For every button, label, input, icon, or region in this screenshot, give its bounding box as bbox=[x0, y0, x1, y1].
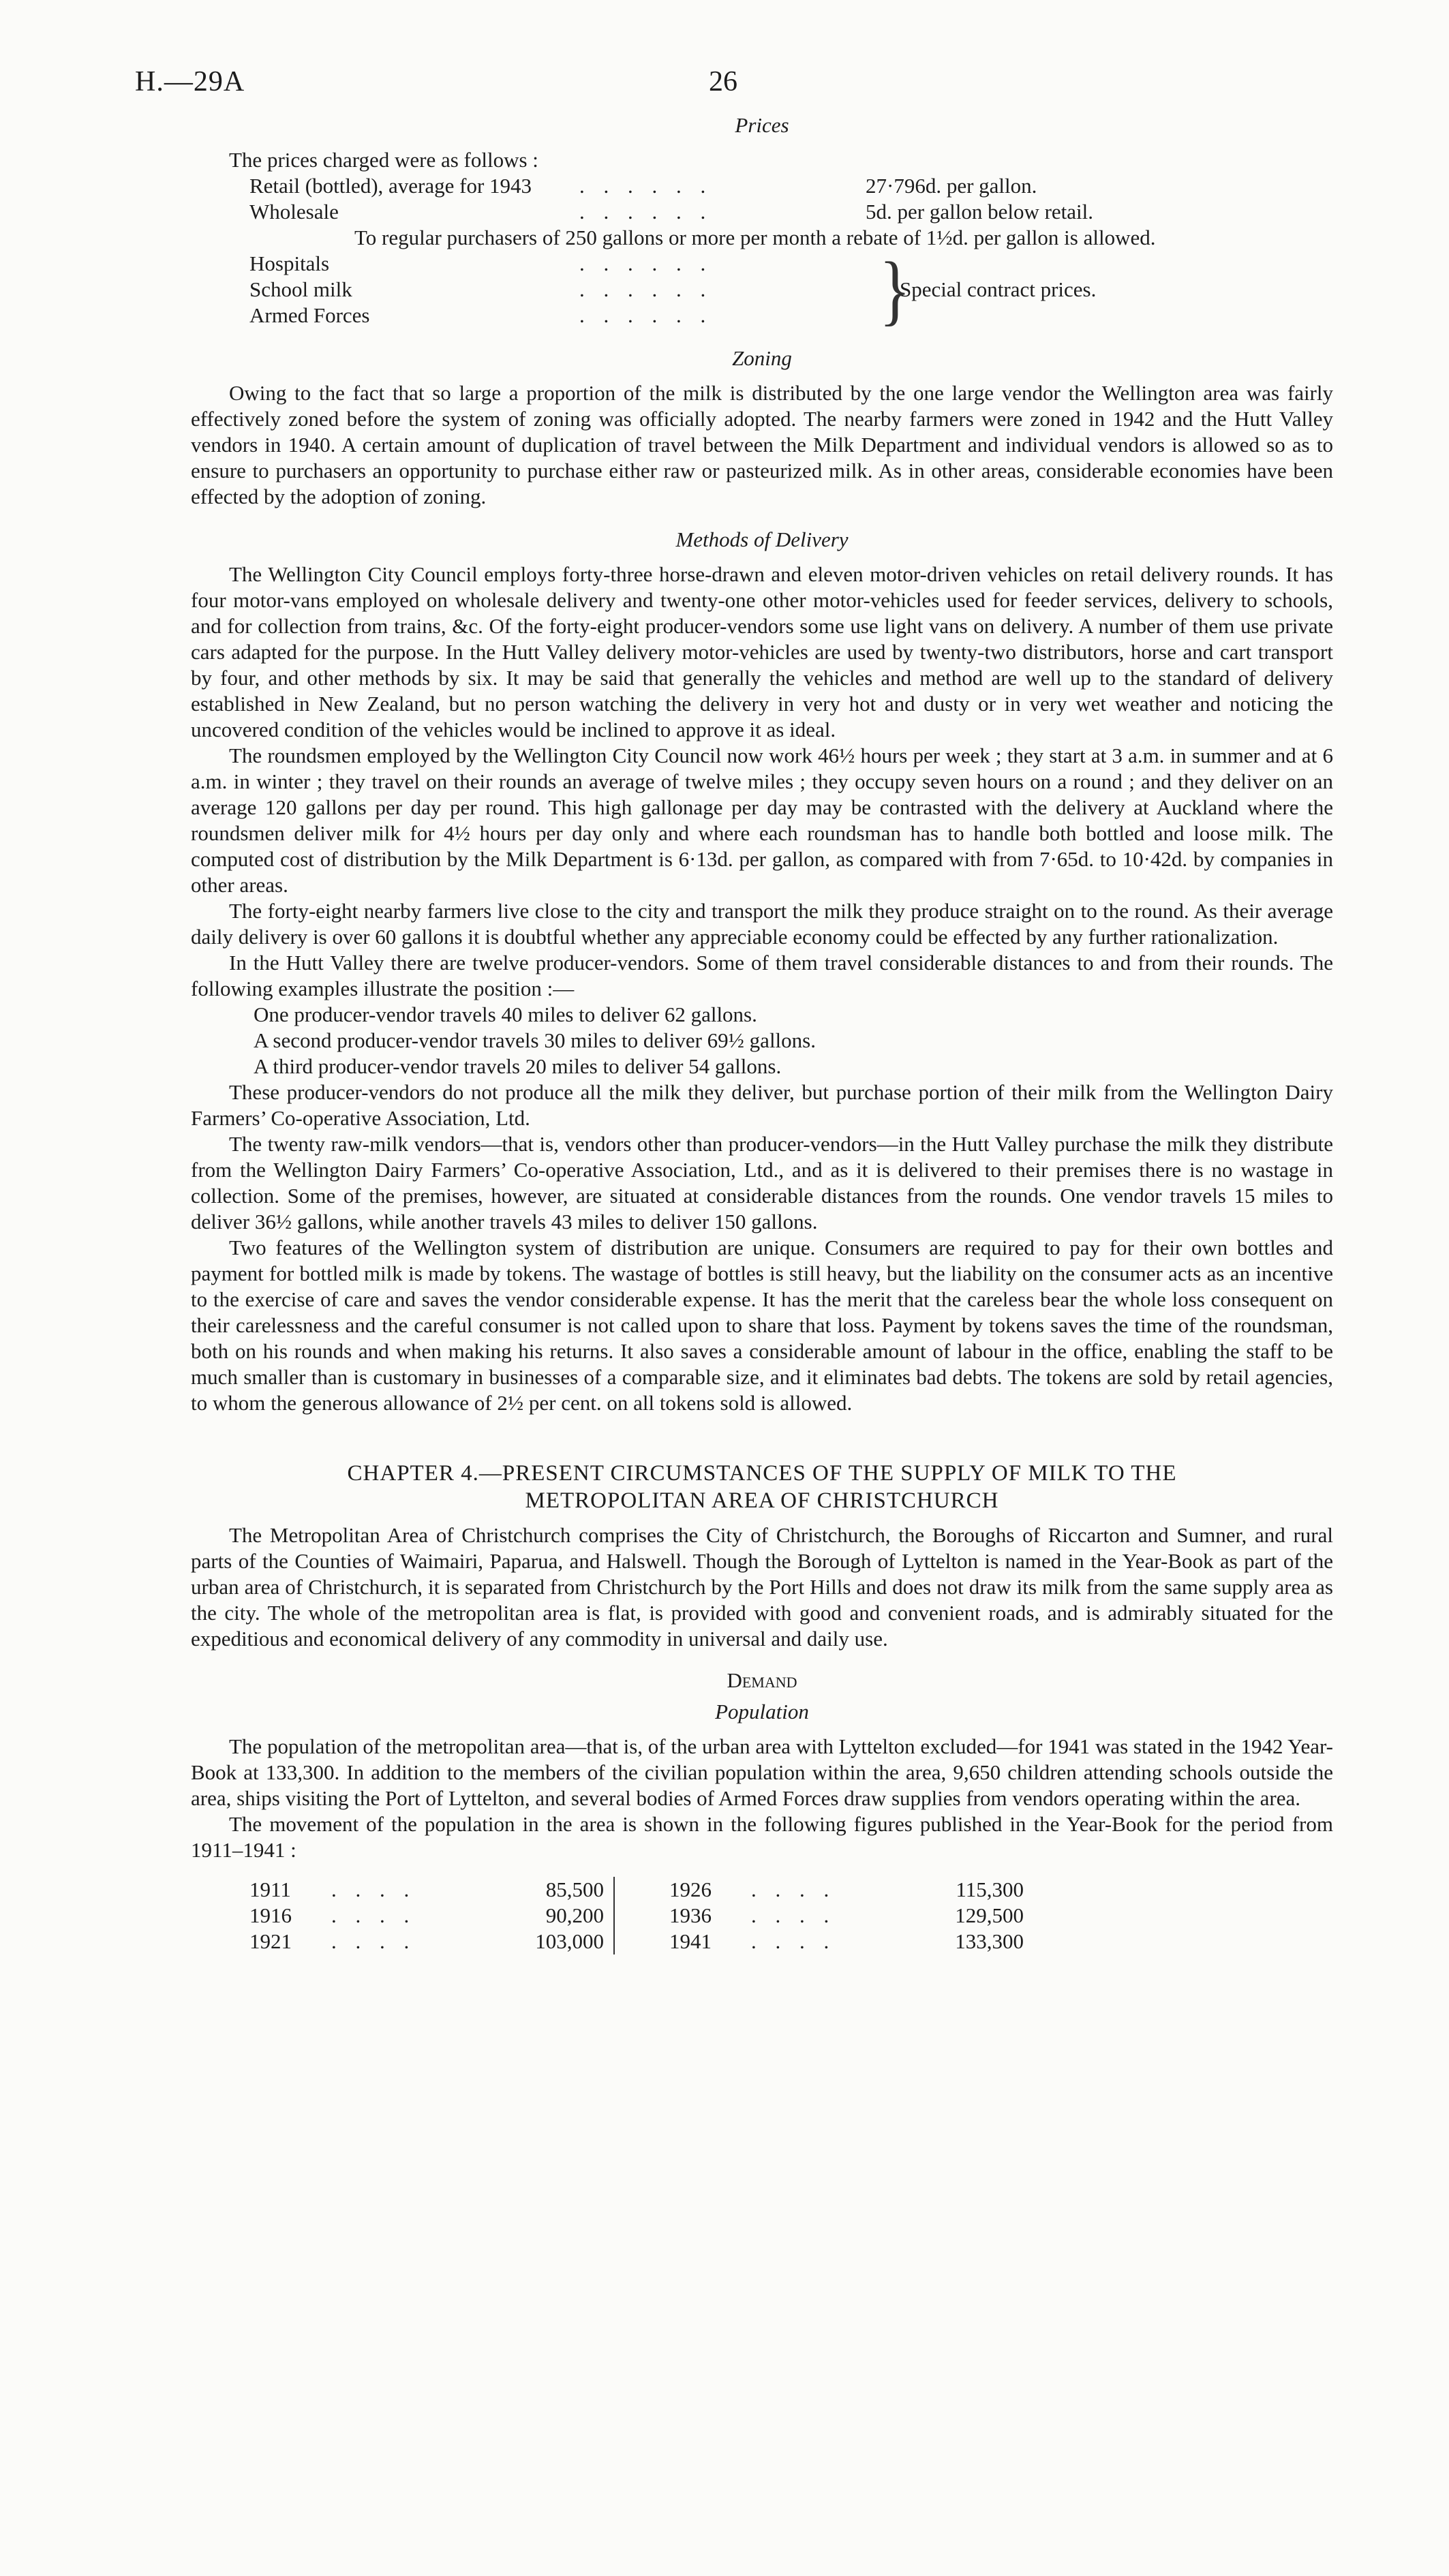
delivery-heading: Methods of Delivery bbox=[675, 527, 849, 551]
chapter-title-line: METROPOLITAN AREA OF CHRISTCHURCH bbox=[525, 1488, 999, 1513]
special-contract-label: Special contract prices. bbox=[900, 277, 1097, 301]
table-row bbox=[669, 1877, 1051, 1903]
population-year: 1936 bbox=[669, 1903, 712, 1927]
population-heading: Population bbox=[715, 1700, 809, 1723]
wholesale-price-row bbox=[191, 199, 1333, 225]
delivery-paragraph: The twenty raw-milk vendors—that is, vendors other than producer-vendors—in the Hutt Valley purchase the milk they distribute from the Wellington Dairy Farmers’ Co-operative Association, Ltd., and as it is delivered to their premises there is no wastage in collection. Some of the premises, however, are situated at considerable distances from the rounds. One vendor travels 15 miles to deliver 36½ gallons, while another travels 43 miles to deliver 150 gallons. bbox=[191, 1132, 1333, 1233]
population-table bbox=[191, 1877, 1333, 1954]
population-year: 1916 bbox=[249, 1903, 292, 1927]
example-line: One producer-vendor travels 40 miles to deliver 62 gallons. bbox=[254, 1002, 757, 1026]
retail-value: 27·796d. per gallon. bbox=[866, 174, 1037, 198]
special-item bbox=[191, 251, 879, 277]
population-value: 133,300 bbox=[955, 1929, 1024, 1953]
population-year: 1926 bbox=[669, 1877, 712, 1901]
population-column-left bbox=[191, 1877, 615, 1954]
population-column-right bbox=[669, 1877, 1051, 1954]
special-item-label: Armed Forces bbox=[249, 303, 370, 327]
population-value: 103,000 bbox=[535, 1929, 604, 1953]
table-row bbox=[249, 1903, 613, 1929]
page-number: 26 bbox=[709, 66, 737, 97]
leader-dots: . . . . . . bbox=[579, 251, 713, 275]
example-line: A second producer-vendor travels 30 miles to deliver 69½ gallons. bbox=[254, 1028, 816, 1052]
leader-dots: . . . . . . bbox=[579, 303, 713, 327]
leader-dots: . . . . bbox=[331, 1903, 416, 1927]
zoning-paragraph: Owing to the fact that so large a proportion of the milk is distributed by the one large vendor the Wellington area was fairly effectively zoned before the system of zoning was officially adopted. The nearby farmers were zoned in 1942 and the Hutt Valley vendors in 1940. A certain amount of duplication of travel between the Milk Department and individual vendors is allowed so as to ensure to purchasers an opportunity to purchase either raw or pasteurized milk. As in other areas, considerable economies have been effected by the adoption of zoning. bbox=[191, 381, 1333, 508]
chapter-title bbox=[191, 1460, 1333, 1514]
table-row bbox=[669, 1903, 1051, 1929]
table-row bbox=[249, 1877, 613, 1903]
leader-dots: . . . . . . bbox=[579, 277, 713, 301]
leader-dots: . . . . . . bbox=[579, 200, 713, 224]
retail-price-row bbox=[191, 173, 1333, 199]
table-row bbox=[249, 1929, 613, 1954]
delivery-paragraph: Two features of the Wellington system of distribution are unique. Consumers are required to pay for their own bottles and payment for bottled milk is made by tokens. The wastage of bottles is still heavy, but the liability on the consumer acts as an incentive to the exercise of care and saves the vendor considerable expense. It has the merit that the careless bear the whole loss consequent on their carelessness and the careful consumer is not called upon to share that loss. Payment by tokens saves the time of the roundsman, both on his rounds and when making his returns. It also saves a considerable amount of labour in the office, enabling the staff to be much smaller than is customary in businesses of a comparable size, and it eliminates bad debts. The tokens are sold by retail agencies, to whom the generous allowance of 2½ per cent. on all tokens sold is allowed. bbox=[191, 1236, 1333, 1415]
leader-dots: . . . . bbox=[751, 1877, 836, 1901]
prices-intro: The prices charged were as follows : bbox=[229, 148, 538, 172]
example-line: A third producer-vendor travels 20 miles to deliver 54 gallons. bbox=[254, 1054, 782, 1078]
special-item-label: Hospitals bbox=[249, 251, 330, 275]
population-value: 115,300 bbox=[956, 1877, 1024, 1901]
population-year: 1941 bbox=[669, 1929, 712, 1953]
special-item bbox=[191, 303, 879, 328]
chapter-title-line: CHAPTER 4.—PRESENT CIRCUMSTANCES OF THE SUPPLY OF MILK TO THE bbox=[347, 1461, 1177, 1486]
wholesale-label: Wholesale bbox=[249, 200, 339, 224]
population-paragraph: The population of the metropolitan area—that is, of the urban area with Lyttelton excluded—for 1941 was stated in the 1942 Year-Book at 133,300. In addition to the members of the civilian population within the area, 9,650 children attending schools outside the area, ships visiting the Port of Lyttelton, and several bodies of Armed Forces draw supplies from vendors operating within the area. bbox=[191, 1734, 1333, 1810]
document-page bbox=[135, 65, 1333, 1954]
special-item bbox=[191, 277, 879, 303]
table-row bbox=[669, 1929, 1051, 1954]
delivery-paragraph: The roundsmen employed by the Wellington City Council now work 46½ hours per week ; they start at 3 a.m. in summer and at 6 a.m. in winter ; they travel on their rounds an average of twelve miles ; they occupy seven hours on a round ; and they deliver on an average 120 gallons per day per round. This high gallonage per day may be contrasted with the delivery at Auckland where the roundsmen deliver milk for 4½ hours per day only and where each roundsman has to handle both bottled and loose milk. The computed cost of distribution by the Milk Department is 6·13d. per gallon, as compared with from 7·65d. to 10·42d. by companies in other areas. bbox=[191, 743, 1333, 897]
special-prices-group bbox=[191, 245, 1333, 333]
population-value: 85,500 bbox=[545, 1877, 604, 1901]
zoning-heading: Zoning bbox=[732, 346, 792, 370]
leader-dots: . . . . . . bbox=[579, 174, 713, 198]
leader-dots: . . . . bbox=[331, 1929, 416, 1953]
page-header bbox=[135, 65, 1333, 113]
chapter-paragraph: The Metropolitan Area of Christchurch comprises the City of Christchurch, the Boroughs of Riccarton and Sumner, and rural parts of the Counties of Waimairi, Paparua, and Halswell. Though the Borough of Lyttelton is named in the Year-Book as part of the urban area of Christchurch, it is separated from Christchurch by the Port Hills and does not draw its milk from the same supply area as the city. The whole of the metropolitan area is flat, is provided with good and convenient roads, and is admirably situated for the expeditious and economical delivery of any commodity in universal and daily use. bbox=[191, 1523, 1333, 1651]
special-item-label: School milk bbox=[249, 277, 352, 301]
demand-heading: Demand bbox=[727, 1668, 797, 1692]
leader-dots: . . . . bbox=[331, 1877, 416, 1901]
population-value: 129,500 bbox=[955, 1903, 1024, 1927]
delivery-paragraph: The forty-eight nearby farmers live close to the city and transport the milk they produce straight on to the round. As their average daily delivery is over 60 gallons it is doubtful whether any appreciable economy could be effected by any further rationalization. bbox=[191, 899, 1333, 949]
rebate-note: To regular purchasers of 250 gallons or more per month a rebate of 1½d. per gallon is allowed. bbox=[354, 226, 1156, 249]
delivery-paragraph: In the Hutt Valley there are twelve producer-vendors. Some of them travel considerable distances to and from their rounds. The following examples illustrate the position :— bbox=[191, 951, 1333, 1000]
population-paragraph: The movement of the population in the area is shown in the following figures published in the Year-Book for the period from 1911–1941 : bbox=[191, 1812, 1333, 1862]
population-year: 1921 bbox=[249, 1929, 292, 1953]
population-year: 1911 bbox=[249, 1877, 291, 1901]
retail-label: Retail (bottled), average for 1943 bbox=[249, 174, 532, 198]
wholesale-value: 5d. per gallon below retail. bbox=[866, 200, 1094, 224]
population-value: 90,200 bbox=[545, 1903, 604, 1927]
brace-icon: } bbox=[879, 245, 911, 333]
delivery-paragraph: These producer-vendors do not produce all the milk they deliver, but purchase portion of their milk from the Wellington Dairy Farmers’ Co-operative Association, Ltd. bbox=[191, 1080, 1333, 1130]
leader-dots: . . . . bbox=[751, 1903, 836, 1927]
delivery-paragraph: The Wellington City Council employs forty-three horse-drawn and eleven motor-driven vehicles on retail delivery rounds. It has four motor-vans employed on wholesale delivery and twenty-one other motor-vehicles used for feeder services, delivery to schools, and for collection from trains, &c. Of the forty-eight producer-vendors some use light vans on delivery. A number of them use private cars adapted for the purpose. In the Hutt Valley delivery motor-vehicles are used by twenty-two distributors, horse and cart transport by four, and other methods by six. It may be said that generally the vehicles and method are well up to the standard of delivery established in New Zealand, but no person watching the delivery in very hot and dusty or in very wet weather and noticing the uncovered condition of the vehicles would be inclined to approve it as ideal. bbox=[191, 562, 1333, 741]
special-items bbox=[191, 251, 879, 328]
prices-heading: Prices bbox=[735, 113, 789, 137]
leader-dots: . . . . bbox=[751, 1929, 836, 1953]
document-reference: H.—29A bbox=[135, 66, 245, 97]
